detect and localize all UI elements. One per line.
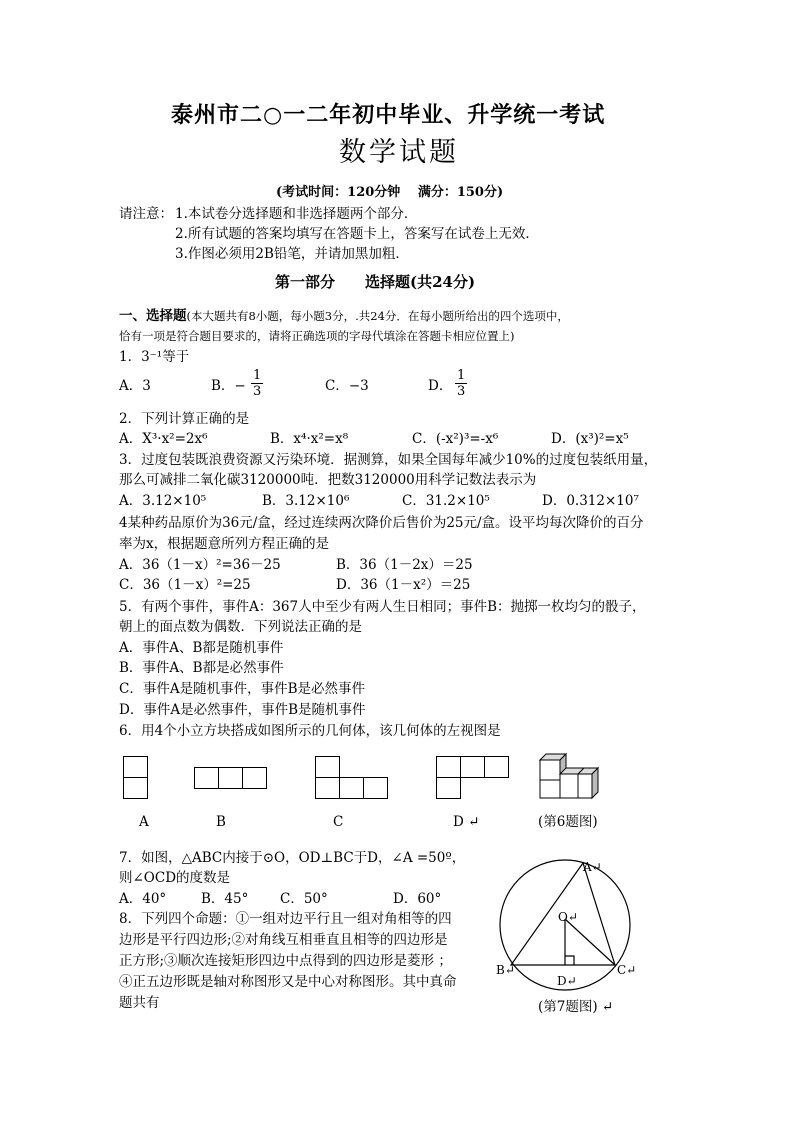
q7-caption: (第7题图) ↵: [538, 999, 614, 1015]
section1-intro: [119, 307, 569, 325]
cube-face: [484, 756, 509, 778]
cube-face: [339, 777, 364, 799]
q4-line1: 4某种药品原价为36元/盒，经过连续两次降价后售价为25元/盒。设平均每次降价的百分: [119, 515, 644, 531]
q5-line2: 朝上的面点数为偶数．下列说法正确的是: [119, 619, 362, 635]
q3-line1: 3．过度包装既浪费资源又污染环境．据测算，如果全国每年减少10%的过度包装纸用量，: [119, 452, 658, 468]
fraction-denominator: 3: [253, 384, 262, 399]
q2-stem: 2．下列计算正确的是: [119, 411, 250, 427]
fraction-numerator: 1: [253, 368, 262, 383]
q5-line1: 5．有两个事件，事件A：367人中至少有两人生日相同；事件B：抛掷一枚均匀的骰子，: [119, 599, 646, 615]
q3-option-d: D．0.312×10⁷: [542, 493, 639, 509]
q7-point-d: D↵: [557, 974, 577, 988]
q6-label-a: A: [139, 814, 149, 830]
q4-option-b: B．36（1－2x）＝25: [336, 557, 473, 573]
q2-option-d: D．(x³)²=x⁵: [551, 431, 629, 447]
q8-line1: 8．下列四个命题：①一组对边平行且一组对角相等的四: [119, 911, 452, 927]
q7-option-d: D．60°: [393, 891, 442, 907]
q5-option-d: D．事件A是必然事件，事件B是随机事件: [119, 702, 366, 718]
q3-line2: 那么可减排二氧化碳3120000吨．把数3120000用科学记数法表示为: [119, 472, 537, 488]
q4-line2: 率为x，根据题意所列方程正确的是: [119, 536, 330, 552]
q8-line3: 正方形;③顺次连接矩形四边中点得到的四边形是菱形 ；: [119, 953, 452, 969]
q5-option-c: C．事件A是随机事件，事件B是必然事件: [119, 681, 365, 697]
cube-face: [436, 777, 461, 799]
q1-option-c: C．−3: [325, 378, 369, 394]
q3-option-b: B．3.12×10⁶: [262, 493, 350, 509]
fraction-numerator: 1: [457, 368, 466, 383]
q4-option-c: C．36（1－x）²=25: [119, 577, 251, 593]
cube-face: [123, 777, 148, 799]
q7-option-c: C．50°: [280, 891, 328, 907]
section1-desc2: 恰有一项是符合题目要求的，请将正确选项的字母代填涂在答题卡相应位置上): [119, 329, 515, 343]
q4-option-d: D．36（1－x²）＝25: [336, 577, 471, 593]
note-item-2: 2.所有试题的答案均填写在答题卡上，答案写在试卷上无效．: [175, 226, 539, 242]
q7-option-a: A．40°: [119, 891, 167, 907]
part1-title: 第一部分 选择题(共24分): [275, 273, 476, 291]
q6-caption: (第6题图): [538, 814, 598, 830]
cube-face: [194, 767, 219, 789]
q6-label-d: D ↵: [453, 814, 480, 830]
q6-stem: 6．用4个小立方块搭成如图所示的几何体，该几何体的左视图是: [119, 723, 501, 739]
note-item-3: 3.作图必须用2B铅笔，并请加黑加粗．: [175, 246, 409, 262]
q2-option-a: A．X³·x²=2x⁶: [119, 431, 208, 447]
q7-point-o: O↵: [558, 910, 578, 924]
q5-option-a: A．事件A、B都是随机事件: [119, 640, 284, 656]
q1-option-b-fraction: [251, 368, 263, 399]
q1-stem: 1．3⁻¹等于: [119, 349, 190, 365]
fraction-denominator: 3: [457, 384, 466, 399]
q1-option-a: A．3: [119, 378, 151, 394]
q3-option-c: C．31.2×10⁵: [402, 493, 490, 509]
notes-label: 请注意：: [119, 206, 173, 222]
note-item-1: 1.本试卷分选择题和非选择题两个部分．: [175, 206, 418, 222]
section1-desc1: (本大题共有8小题，每小题3分，.共24分．在每小题所给出的四个选项中，: [186, 309, 569, 323]
q7-option-b: B．45°: [201, 891, 249, 907]
q5-option-b: B．事件A、B都是必然事件: [119, 660, 284, 676]
cube-face: [363, 777, 388, 799]
q4-option-a: A．36（1－x）²=36－25: [119, 557, 281, 573]
q1-option-b-prefix: B．−: [211, 378, 246, 394]
q7-point-b: B↵: [496, 963, 515, 977]
q8-line5: 题共有: [119, 995, 160, 1011]
cube-face: [315, 756, 340, 778]
q8-line2: 边形是平行四边形;②对角线互相垂直且相等的四边形是: [119, 932, 448, 948]
q6-label-b: B: [216, 814, 226, 830]
subject-title: 数学试题: [339, 137, 459, 168]
cube-face: [242, 767, 267, 789]
q6-label-c: C: [333, 814, 344, 830]
q2-option-b: B．x⁴·x²=x⁸: [270, 431, 349, 447]
exam-meta: (考试时间：120分钟 满分：150分): [276, 185, 504, 200]
q1-option-d-fraction: [455, 368, 467, 399]
cube-face: [436, 756, 461, 778]
cube-face: [123, 756, 148, 778]
q8-line4: ④正五边形既是轴对称图形又是中心对称图形。其中真命: [119, 974, 457, 990]
q1-option-d-prefix: D．: [428, 378, 453, 394]
cube-face: [218, 767, 243, 789]
exam-title: 泰州市二○一二年初中毕业、升学统一考试: [171, 102, 606, 128]
q6-solid-figure: [536, 750, 602, 800]
cube-face: [315, 777, 340, 799]
q7-line1: 7．如图，△ABC内接于⊙O，OD⊥BC于D，∠A =50º，: [119, 850, 466, 866]
cube-face: [460, 756, 485, 778]
q7-line2: 则∠OCD的度数是: [119, 870, 231, 886]
q7-point-c: C↵: [617, 963, 637, 977]
q3-option-a: A．3.12×10⁵: [119, 493, 207, 509]
q2-option-c: C．(-x²)³=-x⁶: [412, 431, 499, 447]
section1-heading: 一、选择题: [119, 308, 187, 324]
q7-point-a: A↵: [583, 860, 602, 874]
